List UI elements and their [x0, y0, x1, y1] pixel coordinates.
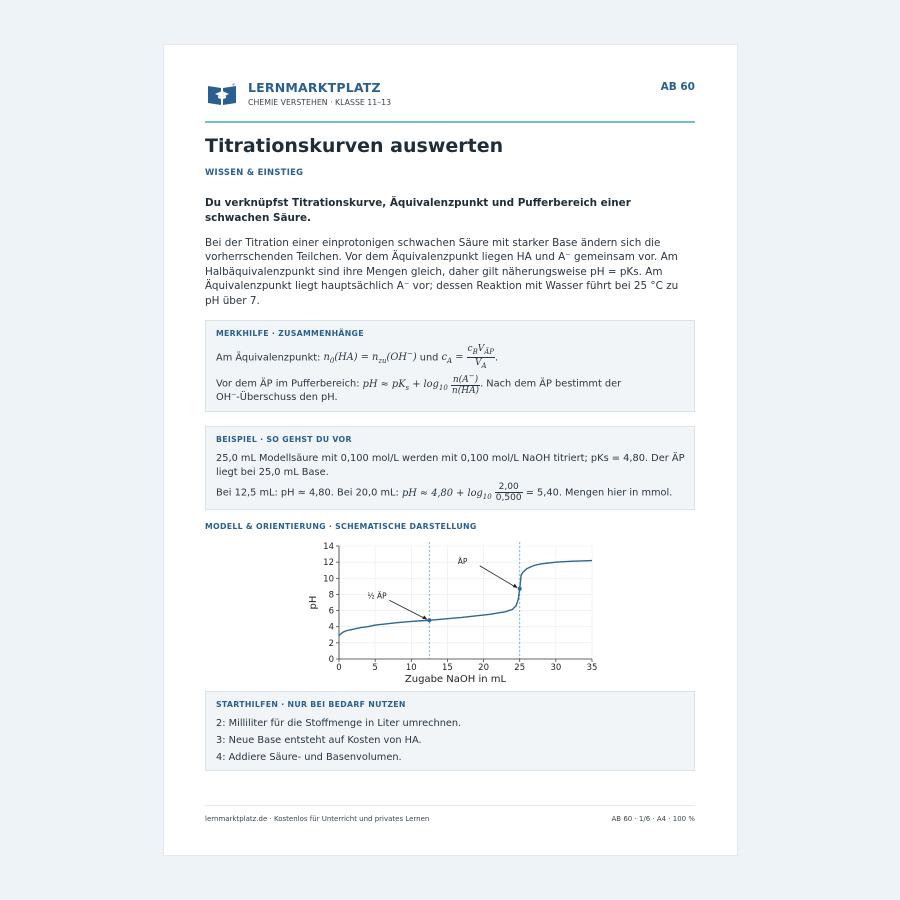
header-divider	[205, 121, 695, 123]
x-tick-label: 35	[586, 663, 598, 673]
merkhilfe-box	[205, 320, 695, 412]
x-tick-label: 20	[478, 663, 489, 673]
annotation-label: ½ ÄP	[367, 591, 387, 601]
page-title: Titrationskurven auswerten	[205, 135, 504, 157]
starthilfen-box	[205, 691, 695, 771]
y-axis-label: pH	[308, 595, 319, 610]
formula-buffer: pH ≈ $pK_s + \log_{10}$	[362, 378, 448, 392]
page-header	[205, 79, 695, 123]
starthilfe-item: 2: Milliliter für die Stoffmenge in Liter umrechnen.	[216, 718, 462, 729]
y-tick-label: 14	[323, 542, 334, 552]
formula-equivalence: $n_0(HA) = n_{zu}(OH^-)$	[323, 350, 417, 366]
x-tick-label: 0	[336, 663, 342, 673]
x-tick-label: 25	[514, 663, 526, 673]
merkhilfe-line-2-suffix: . Nach dem ÄP bestimmt der	[480, 378, 622, 390]
y-tick-label: 4	[328, 622, 334, 633]
fraction-example-num: 2,00	[495, 482, 523, 493]
formula-example: pH ≈ $4,80 + \log_{10}$	[401, 487, 492, 501]
merkhilfe-line-2-prefix: Vor dem ÄP im Pufferbereich:	[216, 378, 360, 390]
annotation-arrow-line	[389, 600, 426, 619]
annotation-arrow-line	[480, 566, 517, 588]
x-tick-label: 5	[372, 663, 378, 673]
beispiel-line-2	[216, 482, 672, 503]
merkhilfe-line-1-middle: und	[419, 352, 439, 364]
worksheet-page	[164, 45, 737, 855]
section-kicker: WISSEN & EINSTIEG	[205, 167, 304, 177]
beispiel-line-1: 25,0 mL Modellsäure mit 0,100 mol/L werden mit 0,100 mol/L NaOH titriert; pKs = 4,80. Der ÄP liegt bei 25,0 mL Base.	[216, 453, 685, 478]
intro-text: Bei der Titration einer einprotonigen schwachen Säure mit starker Base ändern sich die vorherrschenden Teilchen. Vor dem Äquivalenzpunkt liegen HA und A⁻ gemeinsam vor. Am Halbäquivalenzpunkt sind ihre Mengen gleich, daher gilt näherungsweise pH = pKs. Am Äquivalenzpunkt liegt hauptsächlich A⁻ vor; dessen Reaktion mit Wasser führt bei 25 °C zu pH über 7.	[205, 237, 679, 307]
titration-chart	[304, 538, 599, 688]
x-tick-label: 10	[405, 663, 417, 673]
brand-name: LERNMARKTPLATZ	[248, 80, 381, 95]
lead-text: Du verknüpfst Titrationskurve, Äquivalenzpunkt und Pufferbereich einer schwachen Säure.	[205, 197, 631, 224]
starthilfe-item: 4: Addiere Säure- und Basenvolumen.	[216, 752, 402, 763]
brand-subtitle: CHEMIE VERSTEHEN · KLASSE 11–13	[248, 98, 392, 107]
footer-left: lernmarktplatz.de · Kostenlos für Unterricht und privates Lernen	[205, 815, 430, 823]
point-marker	[427, 618, 431, 622]
fraction-example	[495, 482, 523, 503]
fraction-example-den: 0,500	[495, 493, 522, 503]
fraction-concentration: $\frac{c_BV_{ÄP}}{V_A}$	[467, 344, 495, 370]
beispiel-line-2-suffix: = 5,40. Mengen hier in mmol.	[525, 487, 673, 499]
annotation-label: ÄP	[457, 556, 468, 566]
beispiel-line-2-prefix: Bei 12,5 mL: pH ≈ 4,80. Bei 20,0 mL:	[216, 487, 399, 499]
merkhilfe-line-1: Am Äquivalenzpunkt: $n_0(HA) = n_{zu}(OH^-)$ und $c_A$ = $\frac{c_BV_{ÄP}}{V_A}$ .	[216, 344, 499, 370]
merkhilfe-line-3: OH⁻-Überschuss den pH.	[216, 392, 338, 403]
y-tick-label: 12	[323, 558, 334, 569]
fraction-buffer: $\frac{n(A^-)}{n(HA)}$	[451, 372, 480, 396]
book-cap-icon	[207, 82, 237, 106]
y-tick-label: 2	[328, 638, 334, 649]
beispiel-box	[205, 426, 695, 510]
y-tick-label: 10	[323, 574, 334, 585]
starthilfe-item: 3: Neue Base entsteht auf Kosten von HA.	[216, 735, 422, 746]
x-axis-label: Zugabe NaOH in mL	[404, 674, 507, 685]
beispiel-title: BEISPIEL · SO GEHST DU VOR	[216, 435, 352, 444]
x-tick-label: 30	[550, 663, 562, 673]
y-tick-label: 8	[328, 590, 334, 601]
footer-right: AB 60 · 1/6 · A4 · 100 %	[611, 815, 695, 823]
sheet-id: AB 60	[660, 81, 695, 93]
y-tick-label: 6	[328, 606, 334, 617]
point-marker	[518, 587, 522, 591]
footer-divider	[205, 805, 695, 806]
x-tick-label: 15	[442, 663, 453, 673]
merkhilfe-line-1-prefix: Am Äquivalenzpunkt:	[216, 352, 321, 364]
y-tick-label: 0	[328, 655, 334, 665]
chart-section-title: MODELL & ORIENTIERUNG · SCHEMATISCHE DARSTELLUNG	[205, 522, 477, 531]
formula-concentration: $c_A$ =	[441, 352, 464, 366]
merkhilfe-title: MERKHILFE · ZUSAMMENHÄNGE	[216, 329, 364, 338]
starthilfen-title: STARTHILFEN · NUR BEI BEDARF NUTZEN	[216, 700, 406, 709]
